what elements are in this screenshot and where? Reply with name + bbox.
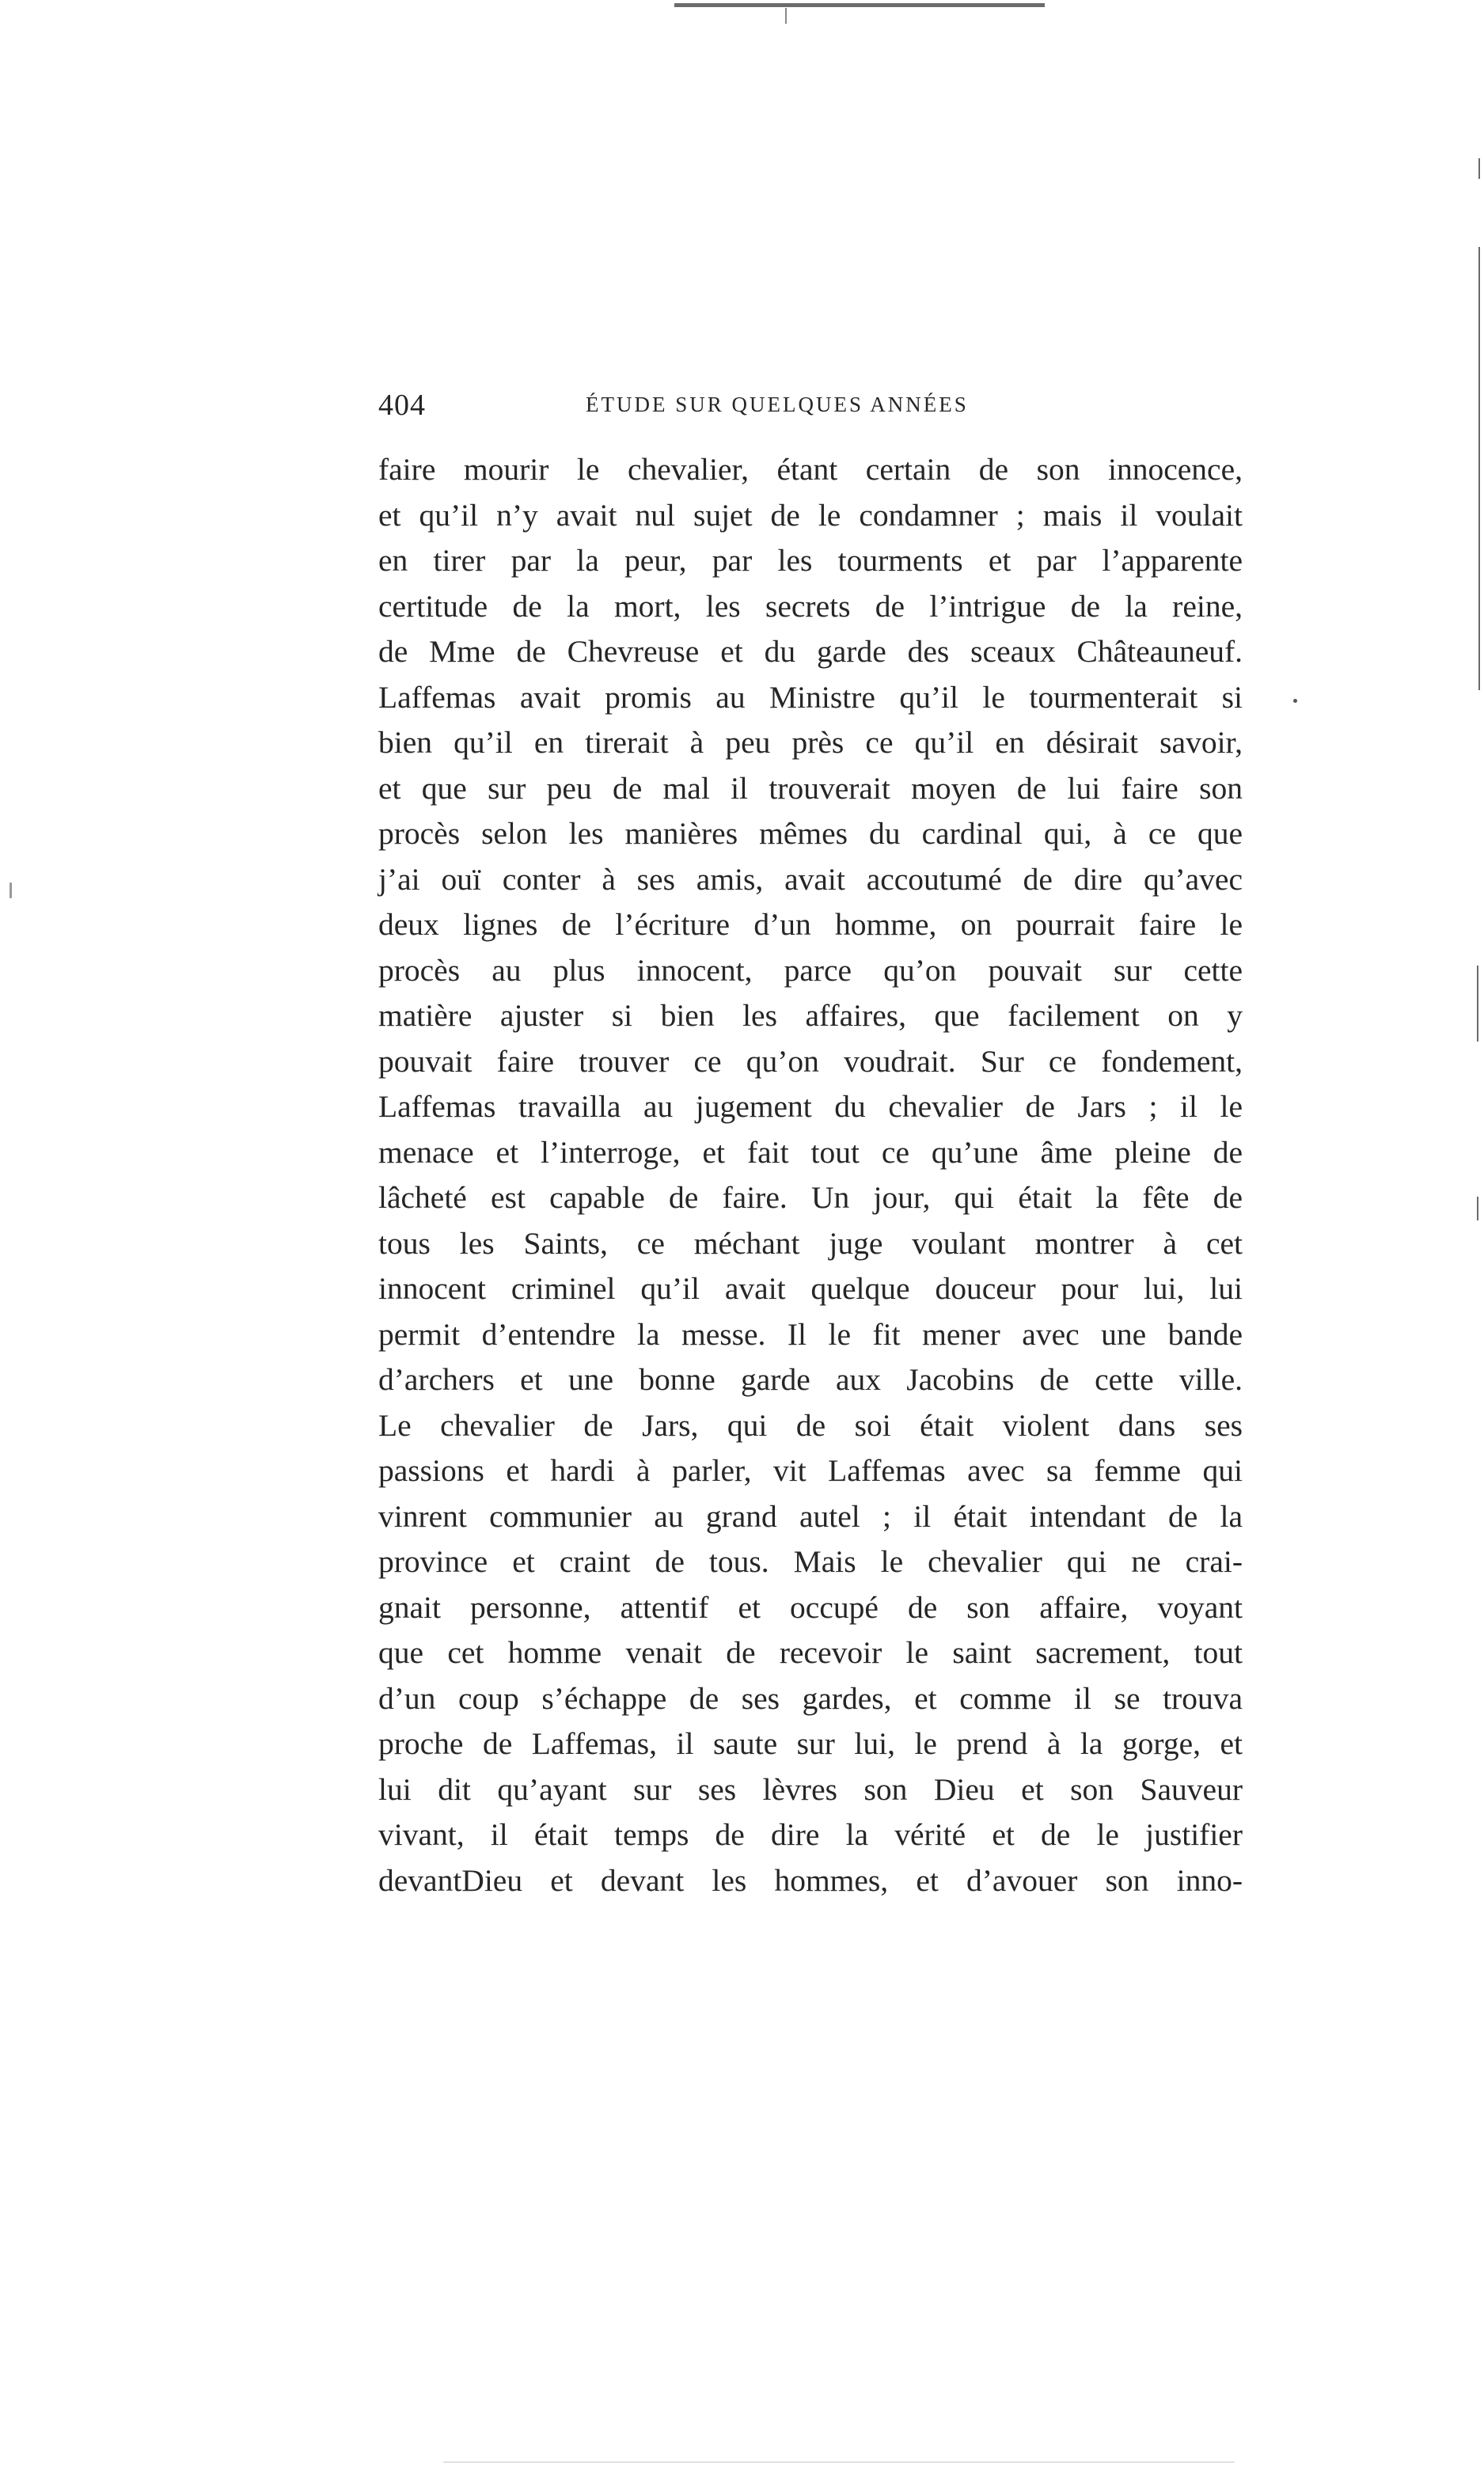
scan-edge-mark: [1478, 247, 1480, 690]
text-line: d’un coup s’échappe de ses gardes, et comme il se trouva: [378, 1680, 1243, 1716]
text-line: devantDieu et devant les hommes, et d’avouer son inno-: [378, 1862, 1243, 1898]
text-line: et que sur peu de mal il trouverait moyen de lui faire son: [378, 770, 1243, 806]
page-number: 404: [378, 389, 426, 422]
text-line: vinrent communier au grand autel ; il était intendant de la: [378, 1498, 1243, 1534]
text-line: lâcheté est capable de faire. Un jour, qui était la fête de: [378, 1180, 1243, 1215]
scan-edge-mark: [1477, 1197, 1478, 1220]
scan-artifact-tick: [785, 8, 787, 24]
text-line: certitude de la mort, les secrets de l’intrigue de la reine,: [378, 588, 1243, 624]
scan-edge-mark: [1477, 966, 1478, 1042]
text-line: que cet homme venait de recevoir le saint sacrement, tout: [378, 1635, 1243, 1670]
scan-artifact-bottom: [443, 2461, 1235, 2463]
text-line: bien qu’il en tirerait à peu près ce qu’il en désirait savoir,: [378, 725, 1243, 760]
text-line: et qu’il n’y avait nul sujet de le condamner ; mais il voulait: [378, 497, 1243, 533]
running-head: [378, 388, 1241, 427]
scan-edge-mark: [1478, 158, 1480, 179]
text-line: pouvait faire trouver ce qu’on voudrait. Sur ce fondement,: [378, 1043, 1243, 1079]
text-line: Laffemas avait promis au Ministre qu’il le tourmenterait si: [378, 679, 1243, 715]
text-line: procès au plus innocent, parce qu’on pouvait sur cette: [378, 952, 1243, 988]
text-line: matière ajuster si bien les affaires, que facilement on y: [378, 998, 1243, 1033]
text-line: passions et hardi à parler, vit Laffemas avec sa femme qui: [378, 1453, 1243, 1488]
text-line: permit d’entendre la messe. Il le fit mener avec une bande: [378, 1316, 1243, 1352]
text-line: tous les Saints, ce méchant juge voulant montrer à cet: [378, 1225, 1243, 1261]
body-text: [378, 447, 1243, 1903]
text-line: Le chevalier de Jars, qui de soi était violent dans ses: [378, 1407, 1243, 1443]
text-line: Laffemas travailla au jugement du chevalier de Jars ; il le: [378, 1089, 1243, 1124]
text-line: de Mme de Chevreuse et du garde des sceaux Châteauneuf.: [378, 634, 1243, 669]
scan-speck: [9, 882, 12, 898]
text-line: deux lignes de l’écriture d’un homme, on pourrait faire le: [378, 907, 1243, 942]
running-title: ÉTUDE SUR QUELQUES ANNÉES: [586, 393, 969, 416]
text-line: d’archers et une bonne garde aux Jacobins de cette ville.: [378, 1362, 1243, 1397]
text-line: province et craint de tous. Mais le chevalier qui ne crai-: [378, 1544, 1243, 1579]
text-line: innocent criminel qu’il avait quelque douceur pour lui, lui: [378, 1271, 1243, 1306]
text-line: procès selon les manières mêmes du cardinal qui, à ce que: [378, 816, 1243, 851]
text-line: j’ai ouï conter à ses amis, avait accoutumé de dire qu’avec: [378, 861, 1243, 897]
text-line: faire mourir le chevalier, étant certain de son innocence,: [378, 452, 1243, 487]
text-line: vivant, il était temps de dire la vérité et de le justifier: [378, 1817, 1243, 1852]
text-line: en tirer par la peur, par les tourments et par l’apparente: [378, 543, 1243, 578]
scan-speck: [1293, 699, 1297, 703]
text-line: proche de Laffemas, il saute sur lui, le prend à la gorge, et: [378, 1726, 1243, 1761]
scan-artifact-top: [674, 3, 1045, 7]
text-line: lui dit qu’ayant sur ses lèvres son Dieu et son Sauveur: [378, 1771, 1243, 1807]
text-line: gnait personne, attentif et occupé de son affaire, voyant: [378, 1589, 1243, 1625]
text-line: menace et l’interroge, et fait tout ce qu’une âme pleine de: [378, 1134, 1243, 1170]
